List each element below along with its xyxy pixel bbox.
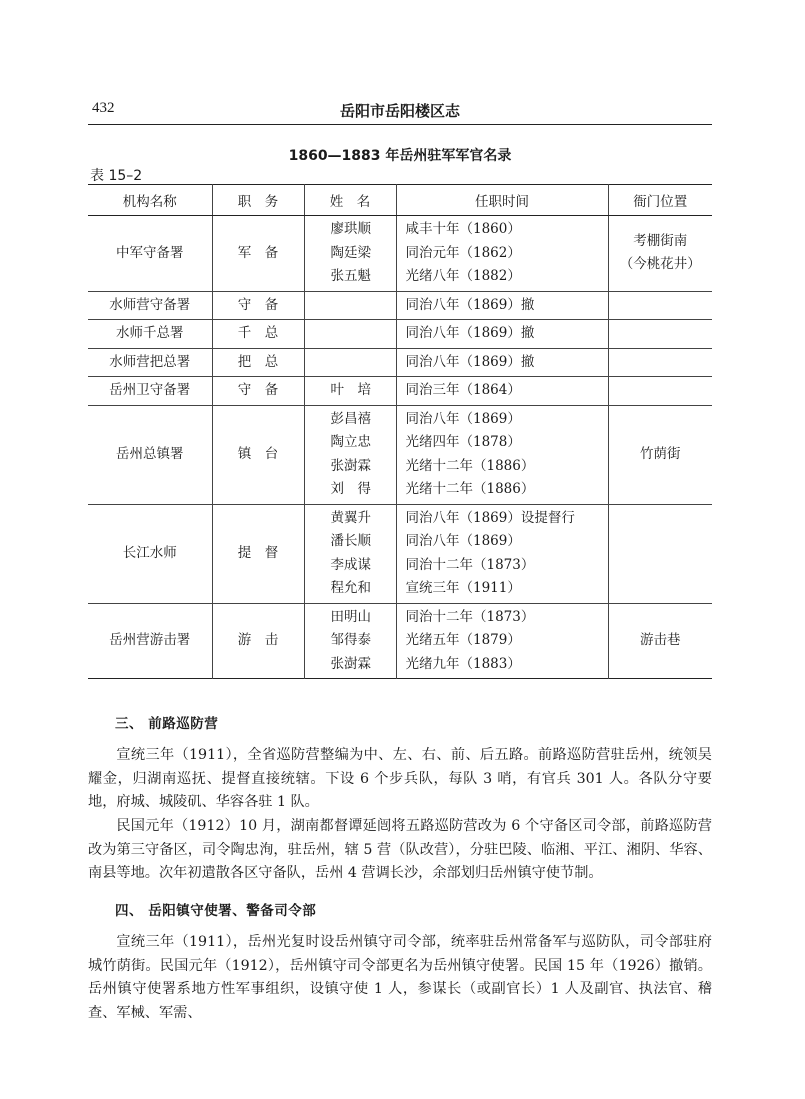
position-title: 把 总	[237, 353, 279, 370]
position-cell	[212, 504, 304, 603]
table-row	[88, 405, 712, 504]
term-date: 同治八年（1869）撤	[405, 353, 535, 370]
term-date: 咸丰十年（1860）	[405, 221, 521, 237]
names-cell	[304, 603, 396, 679]
table-row	[88, 377, 712, 406]
office-location: 竹荫街	[640, 445, 681, 462]
table-row	[88, 504, 712, 603]
position-cell	[212, 405, 304, 504]
officer-name: 陶立忠	[330, 434, 371, 450]
terms-cell	[396, 348, 608, 377]
names-cell	[304, 377, 396, 406]
term-date: 同治八年（1869）设提督行	[405, 509, 575, 526]
org-cell	[88, 320, 212, 349]
table-row	[88, 348, 712, 377]
position-cell	[212, 603, 304, 679]
org-cell	[88, 405, 212, 504]
term-date: 光绪五年（1879）	[405, 632, 521, 648]
terms-cell	[396, 377, 608, 406]
officer-name: 彭昌禧	[330, 410, 371, 427]
term-date: 同治八年（1869）撤	[405, 296, 535, 313]
position-title: 游 击	[237, 632, 279, 648]
page-header	[88, 100, 712, 125]
column-header-org: 机构名称	[88, 185, 212, 216]
officer-name: 陶廷梁	[330, 244, 371, 261]
officer-name: 廖珙顺	[330, 221, 371, 237]
position-cell	[212, 291, 304, 320]
org-name: 水师营守备署	[109, 296, 191, 313]
terms-cell	[396, 405, 608, 504]
terms-cell	[396, 291, 608, 320]
office-location: 游击巷	[640, 632, 681, 648]
org-name: 中军守备署	[116, 244, 184, 261]
location-cell	[608, 603, 712, 679]
position-cell	[212, 320, 304, 349]
org-cell	[88, 216, 212, 292]
org-cell	[88, 603, 212, 679]
location-cell	[608, 405, 712, 504]
officer-name: 叶 培	[330, 382, 371, 398]
book-title: 岳阳市岳阳楼区志	[339, 102, 460, 120]
officer-name: 张澍霖	[330, 457, 371, 474]
term-date: 光绪十二年（1886）	[405, 457, 535, 474]
position-title: 千 总	[237, 325, 279, 341]
position-title: 军 备	[237, 244, 279, 261]
position-cell	[212, 216, 304, 292]
table-header-row	[88, 185, 712, 216]
officer-name: 程允和	[330, 580, 371, 596]
names-cell	[304, 504, 396, 603]
names-cell	[304, 320, 396, 349]
section-4-paragraph-1: 宣统三年（1911），岳州光复时设岳州镇守司令部，统率驻岳州常备军与巡防队，司令部驻府城竹荫街。民国元年（1912），岳州镇守司令部更名为岳州镇守使署。民国 15 年（1926）撤销。岳州镇守使署系地方性军事组织，设镇守使 1 人，参谋长（或副官长）1 人及副官、执法官、稽查、军械、军需、	[88, 934, 712, 1021]
table-title: 1860—1883 年岳州驻军军官名录	[288, 148, 512, 164]
names-cell	[304, 405, 396, 504]
org-cell	[88, 291, 212, 320]
officer-roster-table	[88, 184, 712, 679]
officer-name: 潘长顺	[330, 533, 371, 549]
table-row	[88, 320, 712, 349]
location-cell	[608, 348, 712, 377]
table-row	[88, 291, 712, 320]
officer-name: 邹得泰	[330, 632, 371, 648]
term-date: 光绪九年（1883）	[405, 655, 521, 672]
names-cell	[304, 291, 396, 320]
terms-cell	[396, 216, 608, 292]
term-date: 同治八年（1869）	[405, 410, 521, 427]
office-location: （今桃花井）	[619, 256, 701, 273]
term-date: 光绪四年（1878）	[405, 434, 521, 450]
terms-cell	[396, 504, 608, 603]
section-3-paragraph-1: 宣统三年（1911），全省巡防营整编为中、左、右、前、后五路。前路巡防营驻岳州，统领吴耀金，归湖南巡抚、提督直接统辖。下设 6 个步兵队，每队 3 哨，有官兵 301 人。各队分守要地，府城、城陵矶、华容各驻 1 队。	[88, 747, 712, 810]
column-header-location: 衙门位置	[608, 185, 712, 216]
officer-name: 刘 得	[330, 481, 371, 497]
section-3-paragraph-2: 民国元年（1912）10 月，湖南都督谭延闿将五路巡防营改为 6 个守备区司令部，前路巡防营改为第三守备区，司令陶忠洵，驻岳州，辖 5 营（队改营），分驻巴陵、临湘、平江、湘阴、华容、南县等地。次年初遣散各区守备队，岳州 4 营调长沙，余部划归岳州镇守使节制。	[88, 818, 712, 881]
location-cell	[608, 216, 712, 292]
position-title: 提 督	[237, 544, 279, 561]
term-date: 同治十二年（1873）	[405, 608, 535, 625]
position-title: 守 备	[237, 296, 279, 313]
location-cell	[608, 291, 712, 320]
term-date: 光绪十二年（1886）	[405, 481, 535, 497]
org-name: 岳州营游击署	[109, 632, 191, 648]
page-number: 432	[92, 100, 115, 116]
term-date: 同治元年（1862）	[405, 244, 521, 261]
names-cell	[304, 348, 396, 377]
column-header-position: 职 务	[212, 185, 304, 216]
term-date: 同治八年（1869）	[405, 533, 521, 549]
org-cell	[88, 504, 212, 603]
term-date: 宣统三年（1911）	[405, 580, 521, 596]
section-heading-4: 四、 岳阳镇守使署、警备司令部	[115, 903, 317, 919]
org-name: 水师千总署	[116, 325, 184, 341]
terms-cell	[396, 320, 608, 349]
position-cell	[212, 377, 304, 406]
position-cell	[212, 348, 304, 377]
org-name: 岳州总镇署	[116, 445, 184, 462]
officer-name: 李成谋	[330, 556, 371, 573]
location-cell	[608, 377, 712, 406]
org-name: 水师营把总署	[109, 353, 191, 370]
officer-name: 张澍霖	[330, 655, 371, 672]
org-name: 长江水师	[122, 544, 177, 561]
names-cell	[304, 216, 396, 292]
terms-cell	[396, 603, 608, 679]
table-row	[88, 603, 712, 679]
term-date: 同治十二年（1873）	[405, 556, 535, 573]
position-title: 守 备	[237, 382, 279, 398]
term-date: 同治八年（1869）撤	[405, 325, 535, 341]
table-row	[88, 216, 712, 292]
location-cell	[608, 320, 712, 349]
column-header-name: 姓 名	[304, 185, 396, 216]
column-header-term: 任职时间	[396, 185, 608, 216]
officer-name: 田明山	[330, 608, 371, 625]
org-name: 岳州卫守备署	[109, 382, 191, 398]
table-label: 表 15–2	[90, 168, 143, 184]
org-cell	[88, 348, 212, 377]
position-title: 镇 台	[237, 445, 279, 462]
officer-name: 黄翼升	[330, 509, 371, 526]
term-date: 同治三年（1864）	[405, 382, 521, 398]
term-date: 光绪八年（1882）	[405, 268, 521, 284]
section-heading-3: 三、 前路巡防营	[115, 716, 219, 732]
org-cell	[88, 377, 212, 406]
officer-name: 张五魁	[330, 268, 371, 284]
office-location: 考棚街南	[633, 232, 688, 249]
location-cell	[608, 504, 712, 603]
